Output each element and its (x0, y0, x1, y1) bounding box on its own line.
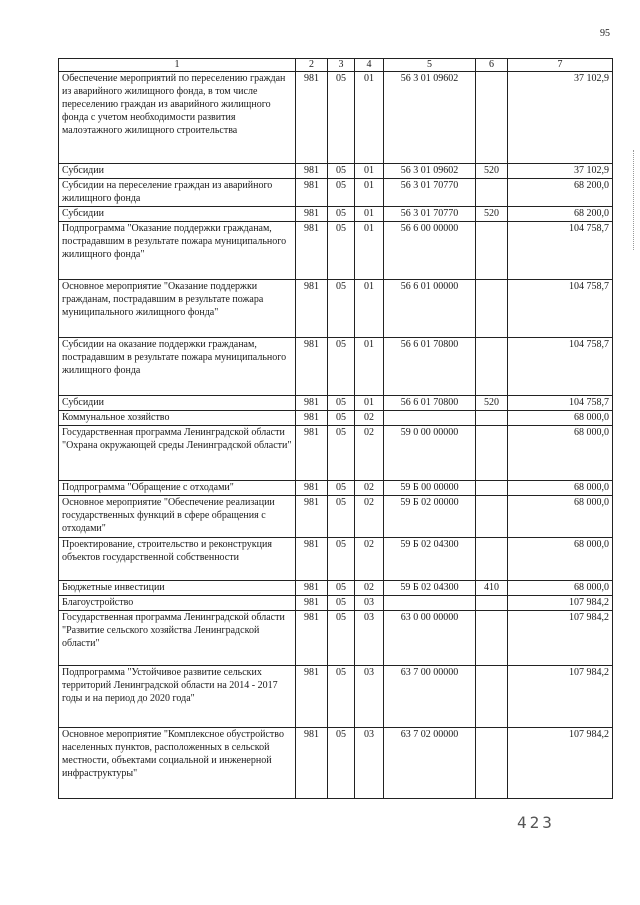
page-stamp: 423 (517, 813, 555, 832)
table-row (59, 728, 613, 799)
row-amount-cell: 68 000,0 (508, 481, 613, 496)
row-name-cell: Подпрограмма "Оказание поддержки гражданам, пострадавшим в результате пожара муниципального жилищного фонда" (59, 222, 296, 280)
row-target-article-cell (384, 411, 476, 426)
row-expense-type-cell (476, 496, 508, 538)
row-target-article-cell: 56 6 01 00000 (384, 280, 476, 338)
row-section-cell: 05 (328, 411, 355, 426)
row-subsection-cell: 01 (355, 72, 384, 164)
row-subsection-cell: 03 (355, 596, 384, 611)
row-section-cell: 05 (328, 728, 355, 799)
row-amount-cell: 68 000,0 (508, 411, 613, 426)
row-section-cell: 05 (328, 207, 355, 222)
row-target-article-cell: 59 Б 02 04300 (384, 538, 476, 581)
row-expense-type-cell (476, 280, 508, 338)
row-name-cell: Субсидии (59, 396, 296, 411)
row-amount-cell: 104 758,7 (508, 222, 613, 280)
scan-edge-marks (632, 150, 634, 250)
row-amount-cell: 68 200,0 (508, 179, 613, 207)
row-target-article-cell: 56 6 00 00000 (384, 222, 476, 280)
row-name-cell: Государственная программа Ленинградской области "Охрана окружающей среды Ленинградской области" (59, 426, 296, 481)
row-subsection-cell: 01 (355, 280, 384, 338)
row-name-cell: Субсидии на оказание поддержки гражданам, пострадавшим в результате пожара муниципального жилищного фонда (59, 338, 296, 396)
row-expense-type-cell (476, 338, 508, 396)
row-section-cell: 05 (328, 179, 355, 207)
row-amount-cell: 107 984,2 (508, 611, 613, 666)
row-expense-type-cell (476, 411, 508, 426)
row-amount-cell: 68 200,0 (508, 207, 613, 222)
table-row (59, 596, 613, 611)
row-name-cell: Субсидии на переселение граждан из аварийного жилищного фонда (59, 179, 296, 207)
table-row (59, 164, 613, 179)
table-row (59, 280, 613, 338)
table-row (59, 222, 613, 280)
row-amount-cell: 68 000,0 (508, 426, 613, 481)
table-row (59, 581, 613, 596)
row-name-cell: Основное мероприятие "Комплексное обустройство населенных пунктов, расположенных в сельской местности, объектами социальной и инженерной инфраструктуры" (59, 728, 296, 799)
row-ministry-code-cell: 981 (296, 164, 328, 179)
row-subsection-cell: 02 (355, 411, 384, 426)
table-row (59, 481, 613, 496)
row-section-cell: 05 (328, 496, 355, 538)
row-target-article-cell: 59 Б 02 04300 (384, 581, 476, 596)
row-target-article-cell: 63 7 02 00000 (384, 728, 476, 799)
row-section-cell: 05 (328, 280, 355, 338)
row-section-cell: 05 (328, 72, 355, 164)
header-col-4: 4 (355, 59, 384, 72)
row-subsection-cell: 03 (355, 728, 384, 799)
row-ministry-code-cell: 981 (296, 728, 328, 799)
row-name-cell: Основное мероприятие "Обеспечение реализации государственных функций в сфере обращения с отходами" (59, 496, 296, 538)
row-target-article-cell: 56 3 01 09602 (384, 164, 476, 179)
table-row (59, 496, 613, 538)
table-row (59, 179, 613, 207)
row-amount-cell: 107 984,2 (508, 596, 613, 611)
row-subsection-cell: 02 (355, 496, 384, 538)
table-row (59, 411, 613, 426)
row-ministry-code-cell: 981 (296, 222, 328, 280)
table-row (59, 426, 613, 481)
row-ministry-code-cell: 981 (296, 496, 328, 538)
row-expense-type-cell (476, 666, 508, 728)
row-subsection-cell: 03 (355, 666, 384, 728)
header-col-1: 1 (59, 59, 296, 72)
row-ministry-code-cell: 981 (296, 72, 328, 164)
row-name-cell: Бюджетные инвестиции (59, 581, 296, 596)
row-name-cell: Субсидии (59, 164, 296, 179)
row-name-cell: Проектирование, строительство и реконструкция объектов государственной собственности (59, 538, 296, 581)
row-ministry-code-cell: 981 (296, 481, 328, 496)
row-target-article-cell (384, 596, 476, 611)
row-amount-cell: 68 000,0 (508, 538, 613, 581)
row-section-cell: 05 (328, 396, 355, 411)
header-col-2: 2 (296, 59, 328, 72)
row-subsection-cell: 02 (355, 426, 384, 481)
row-expense-type-cell (476, 728, 508, 799)
header-col-7: 7 (508, 59, 613, 72)
row-amount-cell: 107 984,2 (508, 728, 613, 799)
table-row (59, 207, 613, 222)
row-target-article-cell: 59 0 00 00000 (384, 426, 476, 481)
row-ministry-code-cell: 981 (296, 581, 328, 596)
row-ministry-code-cell: 981 (296, 666, 328, 728)
row-section-cell: 05 (328, 338, 355, 396)
row-amount-cell: 68 000,0 (508, 496, 613, 538)
row-section-cell: 05 (328, 481, 355, 496)
header-col-3: 3 (328, 59, 355, 72)
row-name-cell: Основное мероприятие "Оказание поддержки гражданам, пострадавшим в результате пожара муниципального жилищного фонда" (59, 280, 296, 338)
row-amount-cell: 37 102,9 (508, 72, 613, 164)
row-subsection-cell: 02 (355, 481, 384, 496)
row-ministry-code-cell: 981 (296, 426, 328, 481)
row-subsection-cell: 01 (355, 179, 384, 207)
table-row (59, 72, 613, 164)
row-name-cell: Благоустройство (59, 596, 296, 611)
row-amount-cell: 104 758,7 (508, 396, 613, 411)
table-row (59, 538, 613, 581)
row-subsection-cell: 01 (355, 164, 384, 179)
row-subsection-cell: 02 (355, 538, 384, 581)
row-name-cell: Подпрограмма "Обращение с отходами" (59, 481, 296, 496)
row-subsection-cell: 01 (355, 207, 384, 222)
table-header-row (59, 59, 613, 72)
row-name-cell: Субсидии (59, 207, 296, 222)
row-expense-type-cell: 520 (476, 207, 508, 222)
row-amount-cell: 107 984,2 (508, 666, 613, 728)
table-row (59, 611, 613, 666)
row-ministry-code-cell: 981 (296, 611, 328, 666)
row-amount-cell: 104 758,7 (508, 280, 613, 338)
row-subsection-cell: 01 (355, 396, 384, 411)
row-ministry-code-cell: 981 (296, 538, 328, 581)
row-target-article-cell: 56 3 01 70770 (384, 207, 476, 222)
row-expense-type-cell (476, 538, 508, 581)
row-target-article-cell: 56 6 01 70800 (384, 338, 476, 396)
row-expense-type-cell (476, 596, 508, 611)
row-section-cell: 05 (328, 596, 355, 611)
row-ministry-code-cell: 981 (296, 596, 328, 611)
row-ministry-code-cell: 981 (296, 411, 328, 426)
row-expense-type-cell: 410 (476, 581, 508, 596)
row-ministry-code-cell: 981 (296, 179, 328, 207)
row-section-cell: 05 (328, 611, 355, 666)
row-expense-type-cell (476, 426, 508, 481)
row-target-article-cell: 56 3 01 70770 (384, 179, 476, 207)
row-amount-cell: 104 758,7 (508, 338, 613, 396)
row-target-article-cell: 63 7 00 00000 (384, 666, 476, 728)
table-row (59, 396, 613, 411)
row-expense-type-cell: 520 (476, 164, 508, 179)
row-section-cell: 05 (328, 164, 355, 179)
row-subsection-cell: 02 (355, 581, 384, 596)
row-target-article-cell: 56 3 01 09602 (384, 72, 476, 164)
row-expense-type-cell (476, 481, 508, 496)
row-section-cell: 05 (328, 222, 355, 280)
budget-table (58, 58, 613, 799)
row-name-cell: Государственная программа Ленинградской области "Развитие сельского хозяйства Ленинградской области" (59, 611, 296, 666)
row-target-article-cell: 56 6 01 70800 (384, 396, 476, 411)
row-amount-cell: 68 000,0 (508, 581, 613, 596)
row-subsection-cell: 01 (355, 338, 384, 396)
row-section-cell: 05 (328, 666, 355, 728)
row-name-cell: Подпрограмма "Устойчивое развитие сельских территорий Ленинградской области на 2014 - 2017 годы и на период до 2020 года" (59, 666, 296, 728)
row-ministry-code-cell: 981 (296, 280, 328, 338)
row-section-cell: 05 (328, 426, 355, 481)
row-section-cell: 05 (328, 581, 355, 596)
header-col-6: 6 (476, 59, 508, 72)
row-ministry-code-cell: 981 (296, 207, 328, 222)
table-row (59, 338, 613, 396)
row-ministry-code-cell: 981 (296, 338, 328, 396)
row-target-article-cell: 59 Б 00 00000 (384, 481, 476, 496)
row-expense-type-cell (476, 611, 508, 666)
row-expense-type-cell: 520 (476, 396, 508, 411)
page-number: 95 (600, 28, 610, 39)
row-expense-type-cell (476, 72, 508, 164)
row-subsection-cell: 03 (355, 611, 384, 666)
row-name-cell: Обеспечение мероприятий по переселению граждан из аварийного жилищного фонда, в том числе переселению граждан из аварийного жилищного фонда с учетом необходимости развития малоэтажного жилищного строительства (59, 72, 296, 164)
row-amount-cell: 37 102,9 (508, 164, 613, 179)
table-row (59, 666, 613, 728)
row-section-cell: 05 (328, 538, 355, 581)
row-name-cell: Коммунальное хозяйство (59, 411, 296, 426)
row-target-article-cell: 63 0 00 00000 (384, 611, 476, 666)
row-subsection-cell: 01 (355, 222, 384, 280)
row-expense-type-cell (476, 179, 508, 207)
row-ministry-code-cell: 981 (296, 396, 328, 411)
row-target-article-cell: 59 Б 02 00000 (384, 496, 476, 538)
header-col-5: 5 (384, 59, 476, 72)
row-expense-type-cell (476, 222, 508, 280)
